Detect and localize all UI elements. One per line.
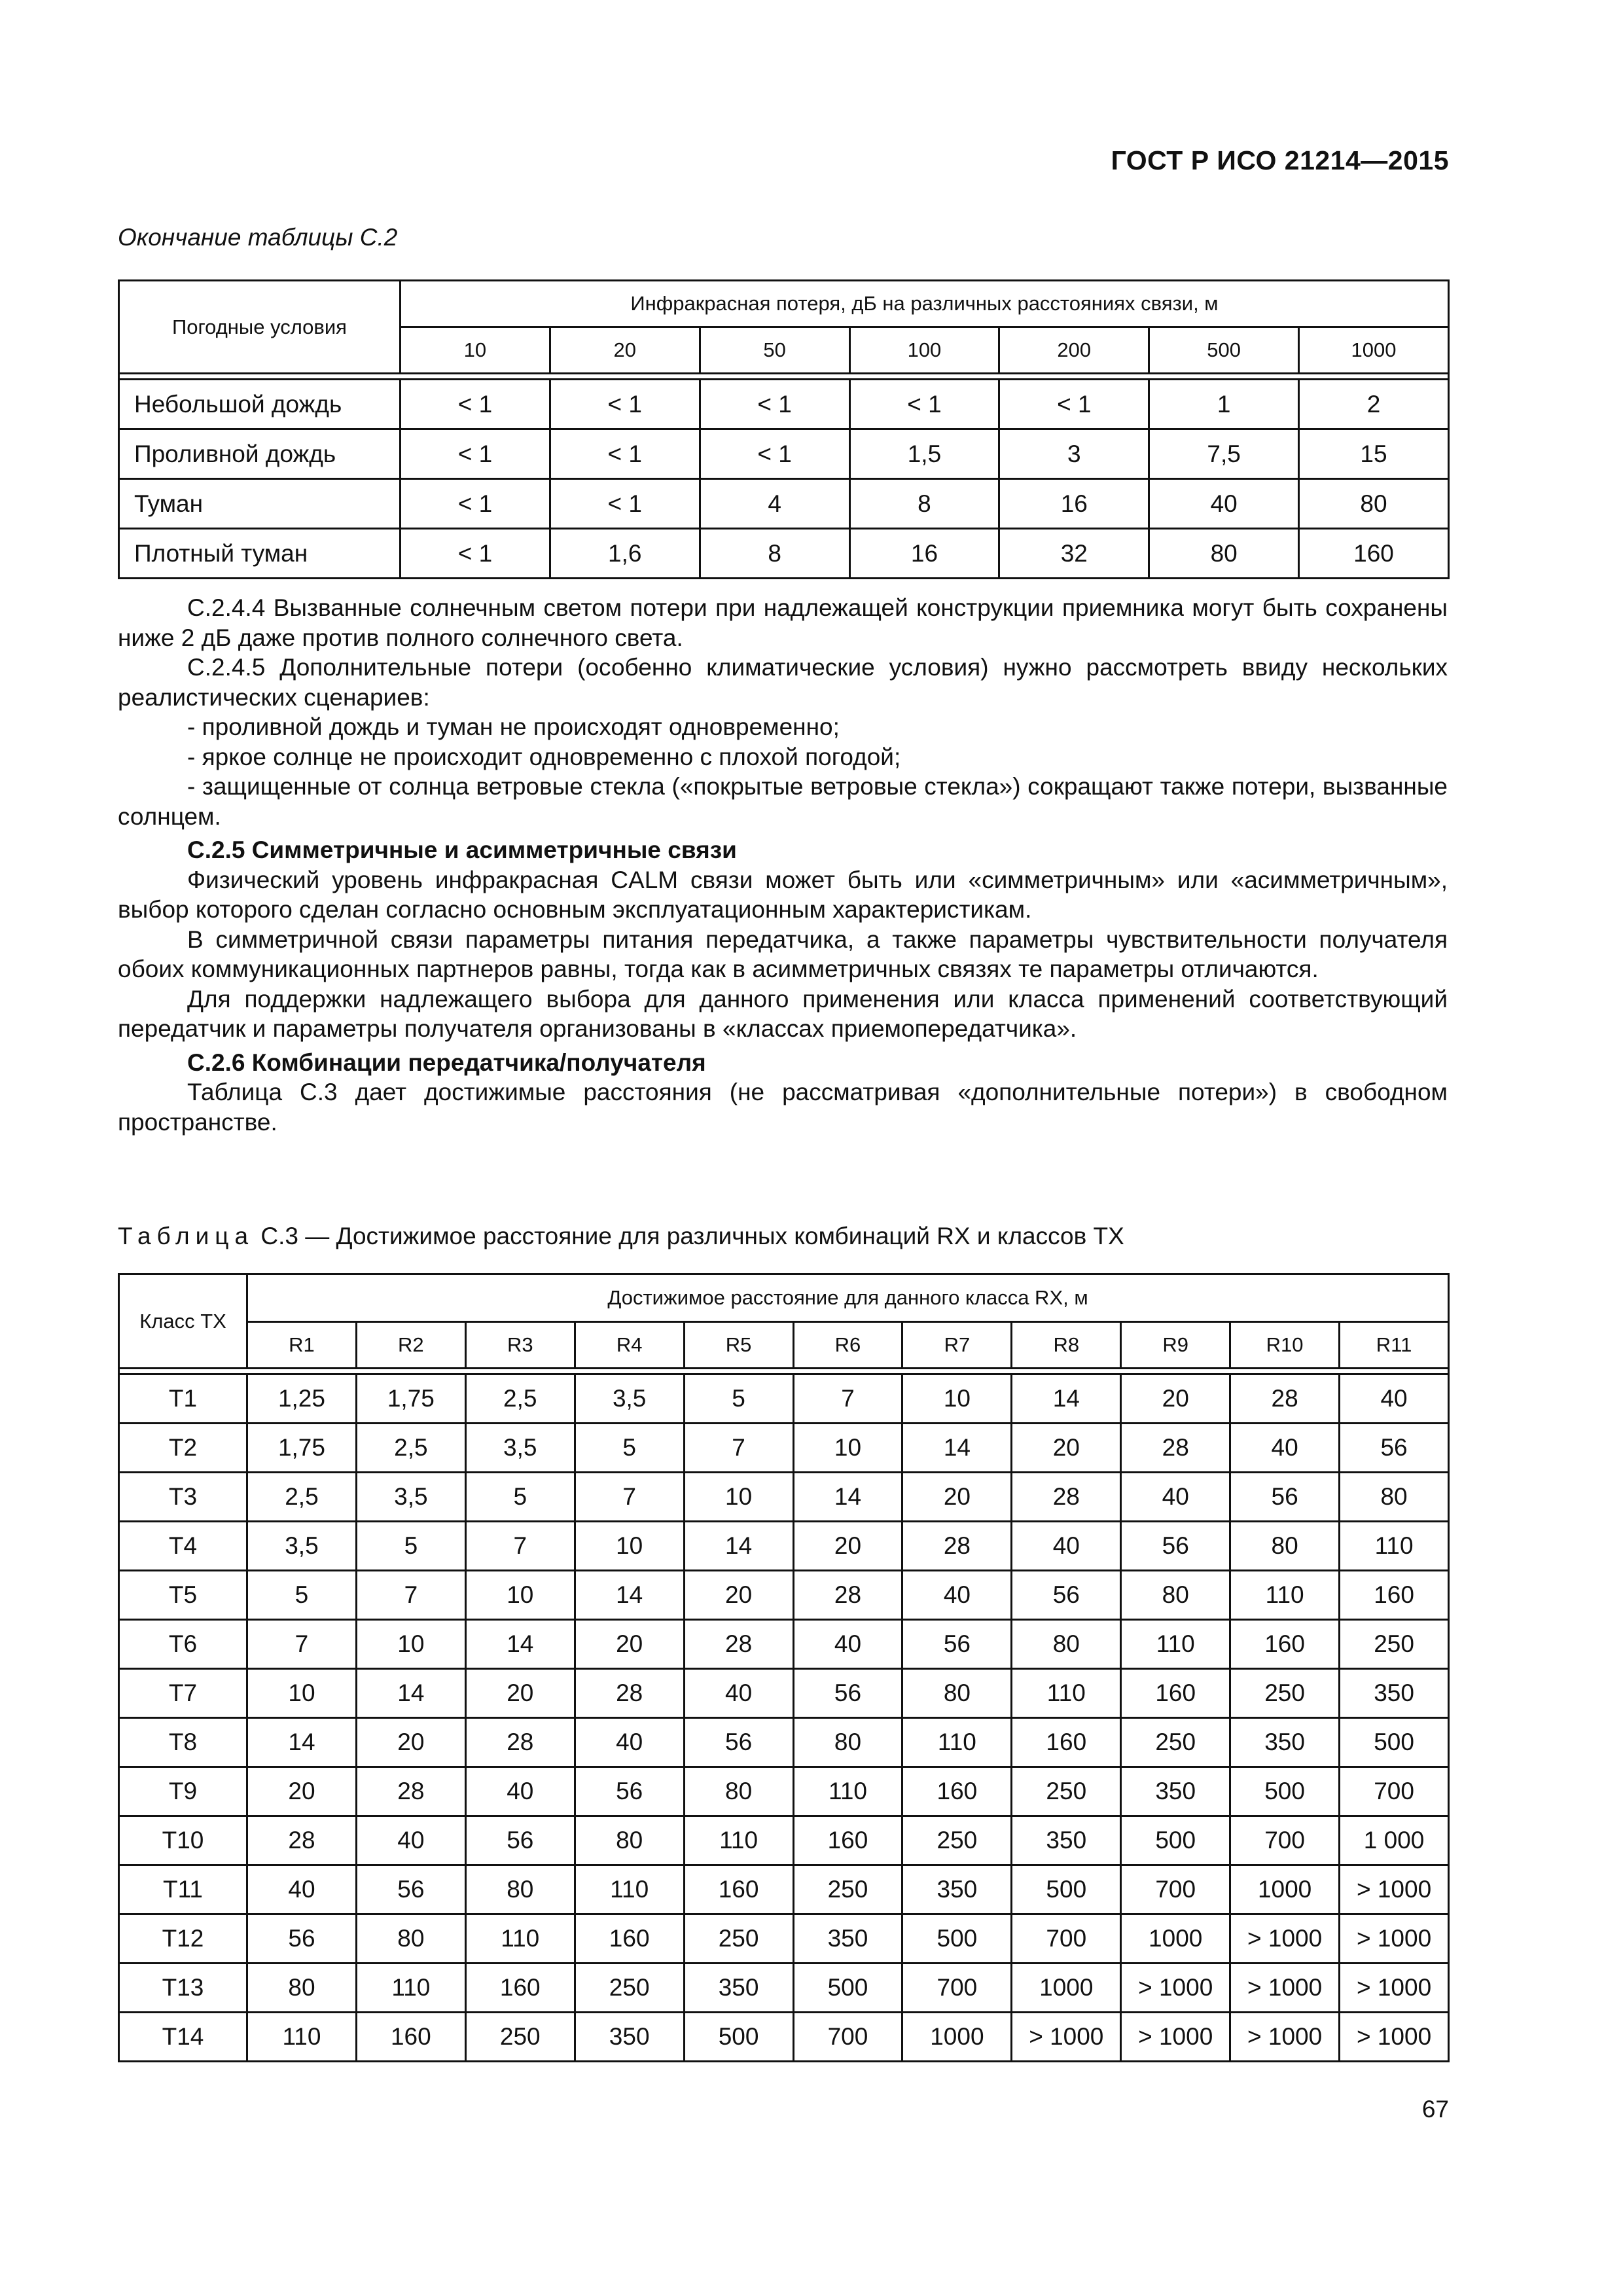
column-header: R8 [1012, 1322, 1121, 1369]
table-cell: 1000 [1230, 1865, 1340, 1914]
table-cell: 350 [1012, 1816, 1121, 1865]
table-cell: 56 [356, 1865, 465, 1914]
column-header: R1 [247, 1322, 357, 1369]
column-header: R10 [1230, 1322, 1340, 1369]
table-cell: 700 [902, 1964, 1012, 2013]
table-row [119, 1767, 1449, 1816]
table-cell: 40 [793, 1620, 902, 1669]
table-cell: 110 [1121, 1620, 1230, 1669]
column-header: 200 [999, 327, 1149, 374]
table-row [119, 1865, 1449, 1914]
table-cell: 80 [1012, 1620, 1121, 1669]
table-cell: 1000 [902, 2013, 1012, 2062]
table-cell: 110 [247, 2013, 357, 2062]
table-cell: 110 [793, 1767, 902, 1816]
table-cell: 28 [356, 1767, 465, 1816]
table-cell: 20 [1121, 1374, 1230, 1424]
table-row [119, 479, 1449, 529]
table-cell: 20 [247, 1767, 357, 1816]
table-cell: < 1 [550, 380, 700, 429]
table-cell: 1,25 [247, 1374, 357, 1424]
table-cell: 1000 [1121, 1914, 1230, 1964]
table-c2-header-separator [119, 374, 1449, 380]
table-cell: 14 [793, 1473, 902, 1522]
table-row [119, 1522, 1449, 1571]
row-label: Небольшой дождь [119, 380, 401, 429]
table-cell: 160 [684, 1865, 793, 1914]
table-cell: 10 [465, 1571, 575, 1620]
paragraph-c245: С.2.4.5 Дополнительные потери (особенно климатические условия) нужно рассмотреть ввиду нескольких реалистических сценариев: [118, 654, 1448, 711]
list-item: - яркое солнце не происходит одновременно с плохой погодой; [187, 743, 901, 770]
table-cell: > 1000 [1230, 2013, 1340, 2062]
table-cell: 20 [793, 1522, 902, 1571]
row-label: T4 [119, 1522, 247, 1571]
table-cell: 56 [247, 1914, 357, 1964]
table-cell: 28 [684, 1620, 793, 1669]
table-cell: < 1 [401, 479, 550, 529]
table-cell: 1000 [1012, 1964, 1121, 2013]
table-cell: < 1 [401, 529, 550, 579]
column-header: R5 [684, 1322, 793, 1369]
table-cell: 7 [793, 1374, 902, 1424]
table-cell: 3,5 [575, 1374, 684, 1424]
row-label: T5 [119, 1571, 247, 1620]
table-cell: 110 [356, 1964, 465, 2013]
table-cell: 16 [999, 479, 1149, 529]
document-code: ГОСТ Р ИСО 21214—2015 [1111, 145, 1449, 175]
table-cell: 40 [684, 1669, 793, 1718]
table-cell: 5 [247, 1571, 357, 1620]
table-cell: 10 [902, 1374, 1012, 1424]
table-cell: 250 [684, 1914, 793, 1964]
table-cell: 80 [465, 1865, 575, 1914]
table-cell: 350 [793, 1914, 902, 1964]
table-cell: 700 [1121, 1865, 1230, 1914]
table-cell: 56 [575, 1767, 684, 1816]
table-cell: 500 [1230, 1767, 1340, 1816]
table-cell: 7 [465, 1522, 575, 1571]
table-cell: 80 [1121, 1571, 1230, 1620]
table-cell: > 1000 [1121, 2013, 1230, 2062]
table-cell: 7,5 [1149, 429, 1299, 479]
table-cell: < 1 [700, 429, 849, 479]
table-cell: 250 [575, 1964, 684, 2013]
column-header: R3 [465, 1322, 575, 1369]
table-cell: 14 [465, 1620, 575, 1669]
table-cell: 500 [1340, 1718, 1449, 1767]
table-cell: 110 [902, 1718, 1012, 1767]
table-cell: 160 [356, 2013, 465, 2062]
table-cell: 32 [999, 529, 1149, 579]
table-cell: 350 [575, 2013, 684, 2062]
table-c3 [118, 1273, 1450, 2062]
table-cell: < 1 [999, 380, 1149, 429]
table-c3-group-header: Достижимое расстояние для данного класса RX, м [247, 1274, 1449, 1322]
row-label: Туман [119, 479, 401, 529]
table-cell: 500 [684, 2013, 793, 2062]
column-header: R4 [575, 1322, 684, 1369]
table-cell: < 1 [700, 380, 849, 429]
table-row [119, 1816, 1449, 1865]
table-cell: 80 [793, 1718, 902, 1767]
section-heading-c26: С.2.6 Комбинации передатчика/получателя [187, 1049, 706, 1076]
table-c2-group-header: Инфракрасная потеря, дБ на различных расстояниях связи, м [401, 281, 1449, 327]
column-header: 1000 [1299, 327, 1449, 374]
column-header: R9 [1121, 1322, 1230, 1369]
table-c2-continuation-caption: Окончание таблицы С.2 [118, 224, 398, 251]
table-cell: 110 [1340, 1522, 1449, 1571]
table-cell: 20 [575, 1620, 684, 1669]
table-cell: 56 [465, 1816, 575, 1865]
table-row [119, 1669, 1449, 1718]
table-cell: 1,6 [550, 529, 700, 579]
table-cell: 80 [1340, 1473, 1449, 1522]
row-label: T13 [119, 1964, 247, 2013]
table-c3-caption-word: Таблица [118, 1223, 255, 1249]
table-cell: 7 [356, 1571, 465, 1620]
table-cell: 7 [247, 1620, 357, 1669]
table-cell: > 1000 [1340, 1865, 1449, 1914]
table-cell: 350 [902, 1865, 1012, 1914]
table-cell: 14 [575, 1571, 684, 1620]
table-cell: 80 [1149, 529, 1299, 579]
table-cell: 3,5 [356, 1473, 465, 1522]
section-heading-c25: С.2.5 Симметричные и асимметричные связи [187, 836, 737, 863]
table-cell: 40 [902, 1571, 1012, 1620]
table-cell: 20 [356, 1718, 465, 1767]
table-cell: 350 [1230, 1718, 1340, 1767]
column-header: 100 [849, 327, 999, 374]
table-c2 [118, 279, 1450, 579]
table-c3-caption [118, 1223, 1124, 1250]
table-row [119, 1718, 1449, 1767]
paragraph: Таблица С.3 дает достижимые расстояния (не рассматривая «дополнительные потери») в свободном пространстве. [118, 1079, 1448, 1136]
table-cell: 160 [1121, 1669, 1230, 1718]
list-item: - защищенные от солнца ветровые стекла («покрытые ветровые стекла») сокращают также потери, вызванные солнцем. [118, 773, 1448, 830]
table-cell: 8 [700, 529, 849, 579]
table-cell: 1,75 [356, 1374, 465, 1424]
table-row [119, 380, 1449, 429]
table-cell: 20 [1012, 1424, 1121, 1473]
table-cell: > 1000 [1340, 1964, 1449, 2013]
table-cell: 110 [1012, 1669, 1121, 1718]
table-cell: > 1000 [1230, 1914, 1340, 1964]
table-cell: 40 [1121, 1473, 1230, 1522]
table-cell: 28 [1230, 1374, 1340, 1424]
table-cell: 20 [902, 1473, 1012, 1522]
table-cell: 80 [1230, 1522, 1340, 1571]
table-cell: 80 [575, 1816, 684, 1865]
table-cell: 160 [1012, 1718, 1121, 1767]
table-cell: 2 [1299, 380, 1449, 429]
row-label: T3 [119, 1473, 247, 1522]
table-cell: 160 [465, 1964, 575, 2013]
table-cell: > 1000 [1121, 1964, 1230, 2013]
table-cell: 40 [356, 1816, 465, 1865]
table-cell: 160 [575, 1914, 684, 1964]
table-cell: 110 [1230, 1571, 1340, 1620]
table-cell: < 1 [849, 380, 999, 429]
table-cell: 350 [1121, 1767, 1230, 1816]
table-row [119, 1620, 1449, 1669]
table-cell: 10 [356, 1620, 465, 1669]
table-cell: 56 [1121, 1522, 1230, 1571]
row-label: T10 [119, 1816, 247, 1865]
table-cell: 1 000 [1340, 1816, 1449, 1865]
table-cell: 28 [902, 1522, 1012, 1571]
table-cell: 1,75 [247, 1424, 357, 1473]
table-cell: 40 [1012, 1522, 1121, 1571]
table-row [119, 1964, 1449, 2013]
table-cell: > 1000 [1012, 2013, 1121, 2062]
paragraph-c244: С.2.4.4 Вызванные солнечным светом потери при надлежащей конструкции приемника могут быть сохранены ниже 2 дБ даже против полного солнечного света. [118, 594, 1448, 651]
table-cell: 28 [1012, 1473, 1121, 1522]
table-row [119, 1473, 1449, 1522]
row-label: T1 [119, 1374, 247, 1424]
table-c3-corner-header: Класс ТХ [119, 1274, 247, 1369]
table-cell: 80 [684, 1767, 793, 1816]
table-cell: 250 [902, 1816, 1012, 1865]
table-cell: 80 [1299, 479, 1449, 529]
table-cell: 80 [902, 1669, 1012, 1718]
table-cell: 160 [1230, 1620, 1340, 1669]
table-cell: 56 [684, 1718, 793, 1767]
table-cell: 160 [902, 1767, 1012, 1816]
table-cell: 4 [700, 479, 849, 529]
table-cell: 40 [247, 1865, 357, 1914]
table-cell: < 1 [401, 380, 550, 429]
table-cell: 700 [793, 2013, 902, 2062]
table-cell: 40 [575, 1718, 684, 1767]
table-cell: 7 [575, 1473, 684, 1522]
table-cell: 500 [793, 1964, 902, 2013]
table-cell: 28 [465, 1718, 575, 1767]
list-item: - проливной дождь и туман не происходят одновременно; [187, 713, 840, 740]
table-cell: 10 [247, 1669, 357, 1718]
table-cell: 40 [1230, 1424, 1340, 1473]
table-cell: 28 [1121, 1424, 1230, 1473]
table-cell: > 1000 [1340, 1914, 1449, 1964]
table-cell: 14 [247, 1718, 357, 1767]
table-cell: 56 [1340, 1424, 1449, 1473]
table-cell: < 1 [401, 429, 550, 479]
row-label: T2 [119, 1424, 247, 1473]
column-header: 20 [550, 327, 700, 374]
column-header: 50 [700, 327, 849, 374]
row-label: T12 [119, 1914, 247, 1964]
table-cell: 56 [1230, 1473, 1340, 1522]
table-cell: 160 [793, 1816, 902, 1865]
table-cell: 40 [1149, 479, 1299, 529]
table-cell: 14 [356, 1669, 465, 1718]
table-cell: 10 [575, 1522, 684, 1571]
table-cell: 1,5 [849, 429, 999, 479]
table-cell: 28 [793, 1571, 902, 1620]
table-cell: 5 [684, 1374, 793, 1424]
table-cell: 160 [1340, 1571, 1449, 1620]
table-cell: 16 [849, 529, 999, 579]
table-c3-header-separator [119, 1369, 1449, 1374]
table-cell: 700 [1012, 1914, 1121, 1964]
table-cell: 250 [793, 1865, 902, 1914]
row-label: T14 [119, 2013, 247, 2062]
table-cell: < 1 [550, 479, 700, 529]
column-header: 10 [401, 327, 550, 374]
table-cell: 250 [1230, 1669, 1340, 1718]
table-row [119, 1571, 1449, 1620]
table-cell: 80 [356, 1914, 465, 1964]
table-cell: 1 [1149, 380, 1299, 429]
table-cell: 14 [902, 1424, 1012, 1473]
table-cell: 250 [1012, 1767, 1121, 1816]
table-cell: 10 [793, 1424, 902, 1473]
row-label: T6 [119, 1620, 247, 1669]
table-cell: 700 [1340, 1767, 1449, 1816]
table-cell: 500 [1121, 1816, 1230, 1865]
row-label: T9 [119, 1767, 247, 1816]
table-cell: 5 [575, 1424, 684, 1473]
table-row [119, 529, 1449, 579]
row-label: T7 [119, 1669, 247, 1718]
table-cell: 28 [575, 1669, 684, 1718]
table-cell: 110 [575, 1865, 684, 1914]
table-cell: 20 [684, 1571, 793, 1620]
table-cell: 250 [465, 2013, 575, 2062]
table-cell: 14 [684, 1522, 793, 1571]
table-cell: > 1000 [1230, 1964, 1340, 2013]
table-cell: 2,5 [465, 1374, 575, 1424]
table-cell: < 1 [550, 429, 700, 479]
table-cell: 110 [684, 1816, 793, 1865]
column-header: R11 [1340, 1322, 1449, 1369]
table-cell: 56 [902, 1620, 1012, 1669]
page-number: 67 [1421, 2096, 1449, 2123]
table-cell: 110 [465, 1914, 575, 1964]
table-row [119, 1424, 1449, 1473]
table-cell: 3,5 [247, 1522, 357, 1571]
table-cell: 40 [1340, 1374, 1449, 1424]
table-cell: 10 [684, 1473, 793, 1522]
table-row [119, 1914, 1449, 1964]
table-cell: 56 [1012, 1571, 1121, 1620]
table-cell: 500 [902, 1914, 1012, 1964]
table-cell: 15 [1299, 429, 1449, 479]
row-label: T8 [119, 1718, 247, 1767]
paragraph: Для поддержки надлежащего выбора для данного применения или класса применений соответствующий передатчик и параметры получателя организованы в «классах приемопередатчика». [118, 985, 1448, 1042]
table-cell: 350 [684, 1964, 793, 2013]
table-cell: 56 [793, 1669, 902, 1718]
paragraph: Физический уровень инфракрасная CALM связи может быть или «симметричным» или «асимметричным», выбор которого сделан согласно основным эксплуатационным характеристикам. [118, 866, 1448, 923]
table-cell: 2,5 [247, 1473, 357, 1522]
table-cell: 14 [1012, 1374, 1121, 1424]
table-cell: 250 [1121, 1718, 1230, 1767]
body-text [118, 593, 1448, 1137]
column-header: R2 [356, 1322, 465, 1369]
table-cell: 8 [849, 479, 999, 529]
table-cell: > 1000 [1340, 2013, 1449, 2062]
column-header: 500 [1149, 327, 1299, 374]
table-cell: 2,5 [356, 1424, 465, 1473]
row-label: Проливной дождь [119, 429, 401, 479]
table-cell: 350 [1340, 1669, 1449, 1718]
paragraph: В симметричной связи параметры питания передатчика, а также параметры чувствительности получателя обоих коммуникационных партнеров равны, тогда как в асимметричных связях те параметры отличаются. [118, 925, 1448, 982]
table-c2-corner-header: Погодные условия [119, 281, 401, 374]
column-header: R6 [793, 1322, 902, 1369]
row-label: T11 [119, 1865, 247, 1914]
table-cell: 5 [465, 1473, 575, 1522]
table-cell: 80 [247, 1964, 357, 2013]
table-cell: 160 [1299, 529, 1449, 579]
table-row [119, 1374, 1449, 1424]
row-label: Плотный туман [119, 529, 401, 579]
table-cell: 250 [1340, 1620, 1449, 1669]
table-cell: 700 [1230, 1816, 1340, 1865]
table-cell: 20 [465, 1669, 575, 1718]
table-row [119, 2013, 1449, 2062]
table-cell: 7 [684, 1424, 793, 1473]
table-cell: 500 [1012, 1865, 1121, 1914]
table-cell: 3 [999, 429, 1149, 479]
table-cell: 40 [465, 1767, 575, 1816]
table-c3-caption-text: С.3 — Достижимое расстояние для различных комбинаций RX и классов TX [254, 1223, 1124, 1249]
table-cell: 28 [247, 1816, 357, 1865]
table-cell: 3,5 [465, 1424, 575, 1473]
table-row [119, 429, 1449, 479]
column-header: R7 [902, 1322, 1012, 1369]
table-cell: 5 [356, 1522, 465, 1571]
